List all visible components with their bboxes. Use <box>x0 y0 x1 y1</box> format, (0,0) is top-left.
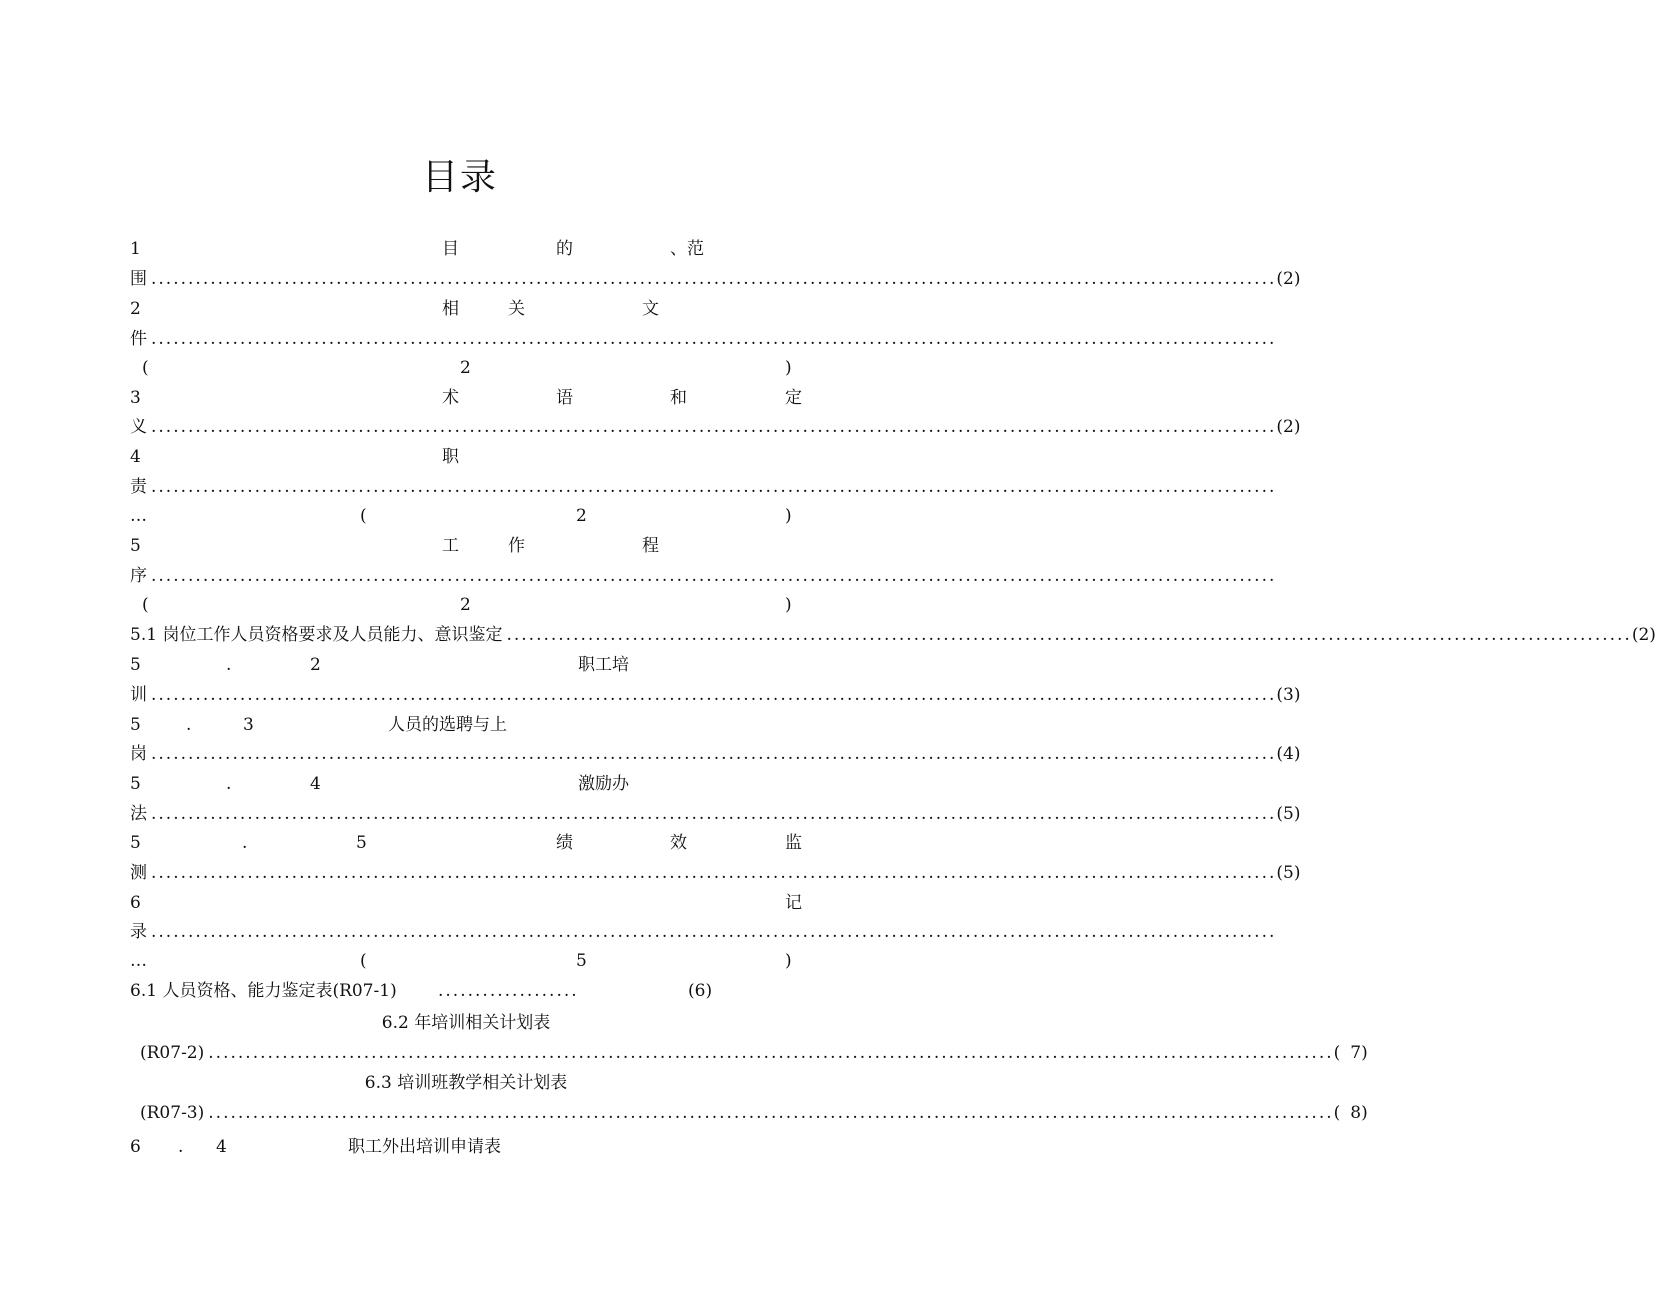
toc-entry-5-5-line2: 测 ........................................................................................................................................................ (5) <box>130 858 802 888</box>
dot-leader: ................... <box>438 981 579 1001</box>
toc-entry-2-line1: 2 相 关 文 <box>130 299 659 319</box>
page-number: 2 <box>576 506 587 526</box>
toc-entry-3-line2: 义 ........................................................................................................................................................ (2) <box>130 412 802 442</box>
dot-leader: ........................................................................................................................................................ <box>151 744 1277 764</box>
dot-leader: ........................................................................................................................................................ <box>151 477 1277 497</box>
toc-entry-5-5-line1: 5 . 5 绩 效 监 <box>130 833 802 853</box>
page-number: 2) <box>1638 625 1656 645</box>
page-number: (2) <box>1276 269 1301 289</box>
toc-entry-5-3-line2: 岗 ........................................................................................................................................................ (4) <box>130 739 802 769</box>
dot-leader: ........................................................................................................................................................ <box>151 922 1277 942</box>
page-number: 2 <box>460 358 471 378</box>
toc-entry-5-line1: 5 工 作 程 <box>130 536 659 556</box>
toc-entry-5-1: 5.1 岗位工作人员资格要求及人员能力、意识鉴定 ........................................................................................................................................................ ( 2) <box>130 620 802 650</box>
toc-entry-1-line2: 围 ........................................................................................................................................................ (2) <box>130 264 802 294</box>
dot-leader: ........................................................................................................................................................ <box>506 625 1632 645</box>
page-number: 7) <box>1350 1043 1368 1063</box>
toc-entry-6-line3: … ( 5 ) <box>130 946 802 976</box>
dot-leader: ........................................................................................................................................................ <box>151 329 1277 349</box>
toc-entry-6-1: 6.1 人员资格、能力鉴定表(R07-1) ................... (6) <box>130 976 802 1006</box>
page-number: (4) <box>1276 744 1301 764</box>
page-title: 目录 <box>421 157 498 198</box>
dot-leader: ........................................................................................................................................................ <box>151 269 1277 289</box>
dot-leader: ........................................................................................................................................................ <box>151 417 1277 437</box>
page-number: 5 <box>576 951 587 971</box>
page-number: (2) <box>1276 417 1301 437</box>
toc-entry-6-4: 6 . 4 职工外出培训申请表 <box>130 1137 501 1157</box>
toc-entry-5-2-line2: 训 ........................................................................................................................................................ (3) <box>130 680 802 710</box>
page-number: (5) <box>1276 804 1301 824</box>
toc-entry-1-line1: 1 目 的 、范 <box>130 239 704 259</box>
toc-entry-4-line2: 责 ........................................................................................................................................................ <box>130 472 802 502</box>
toc-entry-3-line1: 3 术 语 和 定 <box>130 388 802 408</box>
dot-leader: ........................................................................................................................................................ <box>208 1103 1334 1123</box>
page-number: (3) <box>1276 685 1301 705</box>
toc-entry-6-line1: 6 记 <box>130 893 802 913</box>
toc-entry-6-2-line1: 6.2 年培训相关计划表 <box>381 1013 551 1033</box>
toc-entry-5-4-line1: 5 . 4 激励办 <box>130 774 629 794</box>
toc-entry-6-line2: 录 ........................................................................................................................................................ <box>130 917 802 947</box>
toc-entry-6-3-line2: (R07-3) ........................................................................................................................................................ ( 8) <box>130 1098 802 1128</box>
page-number: 2 <box>460 595 471 615</box>
toc-entry-2-line2: 件 ........................................................................................................................................................ <box>130 324 802 354</box>
toc-entry-4-line1: 4 职 <box>130 447 459 467</box>
toc-entry-4-line3: … ( 2 ) <box>130 501 802 531</box>
page-number: 8) <box>1350 1103 1368 1123</box>
page-number: (6) <box>688 981 713 1001</box>
dot-leader: ........................................................................................................................................................ <box>151 685 1277 705</box>
dot-leader: ........................................................................................................................................................ <box>151 804 1277 824</box>
toc-entry-5-line3: ( 2 ) <box>130 590 802 620</box>
toc-entry-5-2-line1: 5 . 2 职工培 <box>130 655 629 675</box>
toc-entry-5-4-line2: 法 ........................................................................................................................................................ (5) <box>130 799 802 829</box>
toc-entry-6-3-line1: 6.3 培训班教学相关计划表 <box>364 1073 568 1093</box>
page-number: (5) <box>1276 863 1301 883</box>
toc-entry-5-line2: 序 ........................................................................................................................................................ <box>130 561 802 591</box>
toc-entry-2-line3: ( 2 ) <box>130 353 802 383</box>
toc-entry-6-2-line2: (R07-2) ........................................................................................................................................................ ( 7) <box>130 1038 802 1068</box>
dot-leader: ........................................................................................................................................................ <box>208 1043 1334 1063</box>
dot-leader: ........................................................................................................................................................ <box>151 566 1277 586</box>
toc-entry-5-3-line1: 5 . 3 人员的选聘与上 <box>130 715 507 735</box>
dot-leader: ........................................................................................................................................................ <box>151 863 1277 883</box>
